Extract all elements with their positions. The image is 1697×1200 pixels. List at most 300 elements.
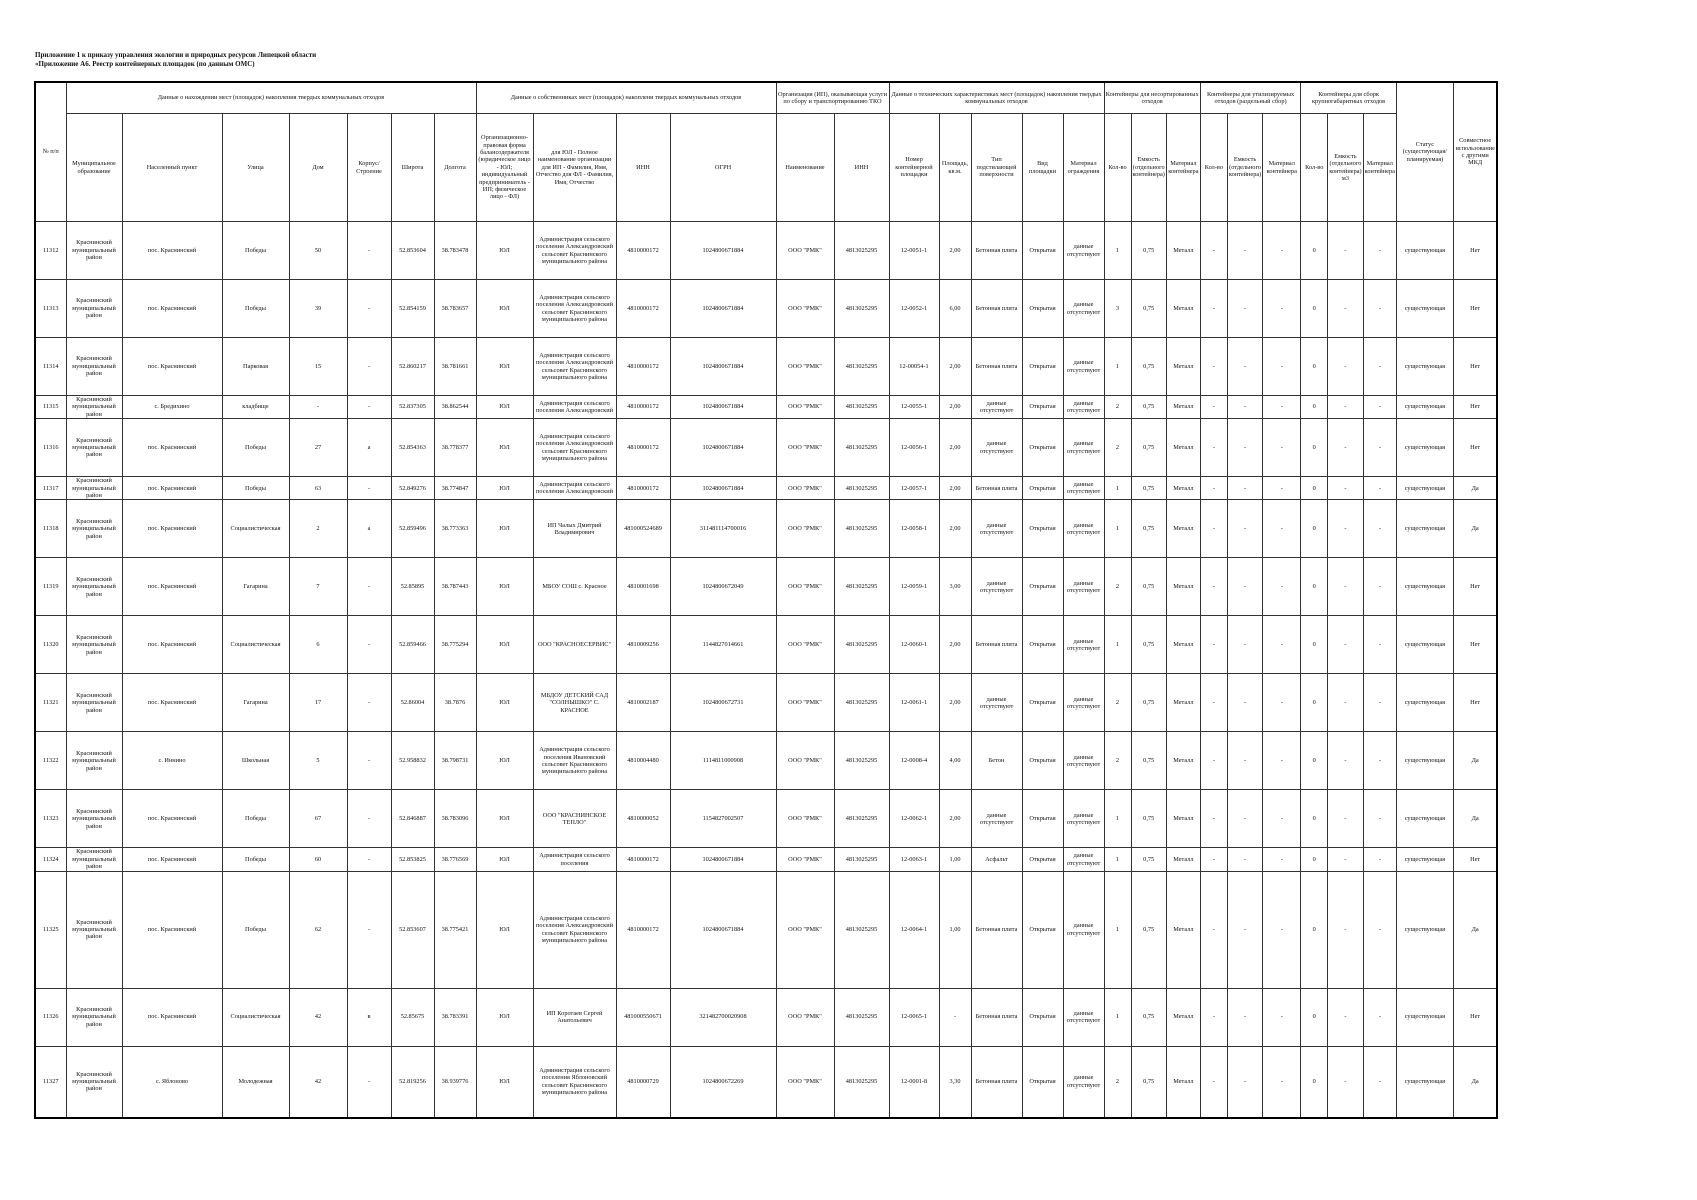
cell-c1-mat: Металл (1166, 338, 1200, 396)
group-location: Данные о нахождении мест (площадок) накопления твердых коммунальных отходов (66, 82, 476, 114)
cell-inn: 4810000172 (616, 848, 670, 871)
cell-c2-cap: - (1227, 338, 1262, 396)
table-row (35, 1046, 1497, 1118)
cell-c3-cap: - (1328, 477, 1363, 500)
cell-opf: ЮЛ (476, 674, 533, 732)
cell-mo: Краснинский муниципальный район (66, 500, 122, 558)
cell-site-num: 12-0052-1 (889, 280, 939, 338)
cell-org: ООО "РМК" (776, 790, 834, 848)
cell-c1-cap: 0,75 (1131, 558, 1166, 616)
cell-lat: 52.853607 (391, 871, 434, 988)
cell-c2-qty: - (1200, 558, 1227, 616)
cell-shared: Да (1453, 1046, 1497, 1118)
cell-c2-mat: - (1263, 222, 1301, 280)
cell-c1-cap: 0,75 (1131, 1046, 1166, 1118)
cell-korpus: а (347, 500, 391, 558)
cell-opf: ЮЛ (476, 790, 533, 848)
cell-status: существующая (1396, 280, 1453, 338)
cell-c1-qty: 1 (1104, 477, 1131, 500)
cell-site-num: 12-0057-1 (889, 477, 939, 500)
col-c3-cap: Емкость (отдельного контейнера) м3 (1328, 114, 1363, 222)
cell-c1-mat: Металл (1166, 674, 1200, 732)
cell-street: Победы (222, 848, 289, 871)
cell-korpus: - (347, 280, 391, 338)
cell-inn: 4810004480 (616, 732, 670, 790)
cell-org: ООО "РМК" (776, 732, 834, 790)
cell-street: кладбище (222, 396, 289, 419)
cell-org: ООО "РМК" (776, 988, 834, 1046)
table-row (35, 790, 1497, 848)
cell-num: 11327 (35, 1046, 66, 1118)
cell-lon: 38.775294 (434, 616, 476, 674)
table-row (35, 222, 1497, 280)
cell-site-type: Открытая (1022, 222, 1063, 280)
cell-fence: данные отсутствуют (1063, 222, 1104, 280)
cell-site-type: Открытая (1022, 500, 1063, 558)
cell-house: 50 (289, 222, 347, 280)
table-row (35, 396, 1497, 419)
cell-street: Гагарина (222, 558, 289, 616)
cell-status: существующая (1396, 1046, 1453, 1118)
cell-c3-mat: - (1363, 338, 1396, 396)
cell-c1-qty: 1 (1104, 500, 1131, 558)
cell-site-type: Открытая (1022, 419, 1063, 477)
cell-shared: Нет (1453, 988, 1497, 1046)
cell-house: 42 (289, 1046, 347, 1118)
cell-org: ООО "РМК" (776, 396, 834, 419)
cell-c2-qty: - (1200, 848, 1227, 871)
group-bulky-containers: Контейнеры для сборк крупногабаритных отходов (1301, 82, 1397, 114)
cell-c2-cap: - (1227, 790, 1262, 848)
cell-surface: Бетонная плита (971, 477, 1022, 500)
cell-fence: данные отсутствуют (1063, 848, 1104, 871)
cell-surface: данные отсутствуют (971, 419, 1022, 477)
cell-c2-cap: - (1227, 396, 1262, 419)
cell-c3-mat: - (1363, 616, 1396, 674)
cell-org: ООО "РМК" (776, 500, 834, 558)
cell-surface: Бетонная плита (971, 871, 1022, 988)
cell-mo: Краснинский муниципальный район (66, 871, 122, 988)
cell-c1-cap: 0,75 (1131, 477, 1166, 500)
cell-org: ООО "РМК" (776, 419, 834, 477)
cell-shared: Да (1453, 790, 1497, 848)
cell-surface: данные отсутствуют (971, 396, 1022, 419)
cell-korpus: - (347, 338, 391, 396)
cell-c1-qty: 1 (1104, 338, 1131, 396)
cell-org-inn: 4813025295 (834, 616, 889, 674)
cell-shared: Нет (1453, 616, 1497, 674)
cell-site-num: 12-0062-1 (889, 790, 939, 848)
table-row (35, 732, 1497, 790)
cell-np: пос. Краснинский (122, 477, 222, 500)
cell-lon: 38.787443 (434, 558, 476, 616)
cell-surface: Бетонная плита (971, 616, 1022, 674)
group-tech: Данные о технических характеристиках мест (площадок) накопления твердых коммунальных отходов (889, 82, 1104, 114)
cell-ogrn: 1024800671884 (670, 280, 776, 338)
cell-ogrn: 1024800671884 (670, 477, 776, 500)
cell-house: 39 (289, 280, 347, 338)
cell-c3-mat: - (1363, 790, 1396, 848)
col-inn: ИНН (616, 114, 670, 222)
cell-c1-qty: 1 (1104, 871, 1131, 988)
cell-org-inn: 4813025295 (834, 1046, 889, 1118)
cell-site-type: Открытая (1022, 1046, 1063, 1118)
col-site-num: Номер контейнерной площадки (889, 114, 939, 222)
cell-c2-mat: - (1263, 988, 1301, 1046)
cell-c2-cap: - (1227, 732, 1262, 790)
cell-c1-qty: 1 (1104, 222, 1131, 280)
cell-fence: данные отсутствуют (1063, 616, 1104, 674)
cell-c3-qty: 0 (1301, 500, 1328, 558)
cell-c2-cap: - (1227, 616, 1262, 674)
cell-np: с. Иннино (122, 732, 222, 790)
cell-house: 62 (289, 871, 347, 988)
cell-fence: данные отсутствуют (1063, 1046, 1104, 1118)
cell-org-inn: 4813025295 (834, 732, 889, 790)
cell-site-type: Открытая (1022, 558, 1063, 616)
cell-area: 2,00 (939, 790, 971, 848)
cell-org: ООО "РМК" (776, 848, 834, 871)
cell-status: существующая (1396, 988, 1453, 1046)
cell-korpus: - (347, 674, 391, 732)
cell-owner: Администрация сельского поселения Александровский сельсовет Краснинского муниципального района (533, 222, 616, 280)
group-owner: Данные о собственниках мест (площадок) накоплени твердых коммунальных отходов (476, 82, 776, 114)
cell-np: с. Бредихино (122, 396, 222, 419)
cell-status: существующая (1396, 396, 1453, 419)
table-body (35, 222, 1497, 1118)
cell-mo: Краснинский муниципальный район (66, 280, 122, 338)
cell-korpus: - (347, 790, 391, 848)
cell-c2-qty: - (1200, 790, 1227, 848)
cell-lon: 38.939776 (434, 1046, 476, 1118)
cell-house: 7 (289, 558, 347, 616)
cell-house: 63 (289, 477, 347, 500)
cell-lat: 52.819256 (391, 1046, 434, 1118)
col-lon: Долгота (434, 114, 476, 222)
cell-area: 2,00 (939, 419, 971, 477)
cell-street: Победы (222, 790, 289, 848)
cell-shared: Нет (1453, 396, 1497, 419)
cell-lon: 38.773363 (434, 500, 476, 558)
cell-np: с. Яблоново (122, 1046, 222, 1118)
cell-inn: 481000550671 (616, 988, 670, 1046)
cell-num: 11321 (35, 674, 66, 732)
cell-site-type: Открытая (1022, 674, 1063, 732)
col-org-name: Наименование (776, 114, 834, 222)
cell-ogrn: 1024800671884 (670, 871, 776, 988)
cell-surface: Бетон (971, 732, 1022, 790)
cell-lat: 52.849276 (391, 477, 434, 500)
cell-c3-qty: 0 (1301, 477, 1328, 500)
cell-opf: ЮЛ (476, 988, 533, 1046)
cell-fence: данные отсутствуют (1063, 477, 1104, 500)
cell-c2-cap: - (1227, 988, 1262, 1046)
cell-org-inn: 4813025295 (834, 338, 889, 396)
cell-num: 11326 (35, 988, 66, 1046)
cell-site-num: 12-00054-1 (889, 338, 939, 396)
cell-opf: ЮЛ (476, 616, 533, 674)
cell-area: 1,00 (939, 871, 971, 988)
container-site-registry-table (34, 81, 1498, 1119)
cell-korpus: - (347, 871, 391, 988)
cell-shared: Да (1453, 500, 1497, 558)
cell-inn: 4810000172 (616, 280, 670, 338)
cell-street: Молодежная (222, 1046, 289, 1118)
table-row (35, 558, 1497, 616)
cell-inn: 4810000172 (616, 477, 670, 500)
cell-site-num: 12-0060-1 (889, 616, 939, 674)
cell-c2-mat: - (1263, 396, 1301, 419)
cell-inn: 4810000172 (616, 338, 670, 396)
cell-fence: данные отсутствуют (1063, 500, 1104, 558)
cell-opf: ЮЛ (476, 558, 533, 616)
table-row (35, 280, 1497, 338)
cell-c1-qty: 1 (1104, 790, 1131, 848)
cell-c1-qty: 2 (1104, 1046, 1131, 1118)
cell-c3-cap: - (1328, 338, 1363, 396)
cell-area: 2,00 (939, 222, 971, 280)
cell-house: 67 (289, 790, 347, 848)
cell-opf: ЮЛ (476, 871, 533, 988)
cell-c1-cap: 0,75 (1131, 338, 1166, 396)
cell-c3-qty: 0 (1301, 674, 1328, 732)
cell-c2-cap: - (1227, 419, 1262, 477)
table-row (35, 848, 1497, 871)
cell-owner: Администрация сельского поселения Александровский сельсовет Краснинского муниципального района (533, 419, 616, 477)
cell-np: пос. Краснинский (122, 500, 222, 558)
cell-num: 11318 (35, 500, 66, 558)
cell-num: 11316 (35, 419, 66, 477)
cell-opf: ЮЛ (476, 732, 533, 790)
cell-house: 2 (289, 500, 347, 558)
cell-lat: 52.837305 (391, 396, 434, 419)
cell-area: 6,00 (939, 280, 971, 338)
cell-c3-cap: - (1328, 500, 1363, 558)
cell-owner: Администрация сельского поселения Александровский (533, 477, 616, 500)
cell-c2-cap: - (1227, 674, 1262, 732)
cell-c2-mat: - (1263, 848, 1301, 871)
col-site-type: Вид площадки (1022, 114, 1063, 222)
cell-shared: Нет (1453, 222, 1497, 280)
cell-c1-cap: 0,75 (1131, 732, 1166, 790)
table-row (35, 419, 1497, 477)
cell-c1-qty: 1 (1104, 988, 1131, 1046)
cell-num: 11319 (35, 558, 66, 616)
cell-surface: данные отсутствуют (971, 674, 1022, 732)
cell-c3-cap: - (1328, 1046, 1363, 1118)
cell-c3-cap: - (1328, 280, 1363, 338)
cell-org: ООО "РМК" (776, 477, 834, 500)
cell-owner: Администрация сельского поселения Яблоновский сельсовет Краснинского муниципального района (533, 1046, 616, 1118)
cell-lon: 38.783096 (434, 790, 476, 848)
cell-mo: Краснинский муниципальный район (66, 732, 122, 790)
cell-c3-qty: 0 (1301, 1046, 1328, 1118)
cell-korpus: - (347, 1046, 391, 1118)
cell-lat: 52.854363 (391, 419, 434, 477)
col-c1-mat: Материал контейнера (1166, 114, 1200, 222)
cell-inn: 4810009256 (616, 616, 670, 674)
cell-org-inn: 4813025295 (834, 848, 889, 871)
cell-ogrn: 1144827014661 (670, 616, 776, 674)
cell-org: ООО "РМК" (776, 222, 834, 280)
col-shared: Совместное использование с другими МКД (1453, 82, 1497, 222)
col-surface: Тип подстилающей поверхности (971, 114, 1022, 222)
cell-opf: ЮЛ (476, 1046, 533, 1118)
col-num: № п/п (35, 82, 66, 222)
cell-c3-cap: - (1328, 222, 1363, 280)
cell-org-inn: 4813025295 (834, 871, 889, 988)
cell-site-num: 12-0064-1 (889, 871, 939, 988)
cell-c2-cap: - (1227, 871, 1262, 988)
cell-site-type: Открытая (1022, 396, 1063, 419)
cell-c3-qty: 0 (1301, 848, 1328, 871)
cell-mo: Краснинский муниципальный район (66, 558, 122, 616)
cell-c1-qty: 2 (1104, 396, 1131, 419)
cell-korpus: - (347, 732, 391, 790)
cell-surface: Бетонная плита (971, 988, 1022, 1046)
cell-c3-qty: 0 (1301, 732, 1328, 790)
cell-house: 42 (289, 988, 347, 1046)
col-lat: Широта (391, 114, 434, 222)
cell-c3-cap: - (1328, 732, 1363, 790)
cell-site-num: 12-0058-1 (889, 500, 939, 558)
cell-num: 11322 (35, 732, 66, 790)
cell-inn: 481000524689 (616, 500, 670, 558)
cell-area: 2,00 (939, 500, 971, 558)
cell-c3-mat: - (1363, 674, 1396, 732)
cell-surface: данные отсутствуют (971, 558, 1022, 616)
cell-opf: ЮЛ (476, 477, 533, 500)
cell-street: Победы (222, 222, 289, 280)
cell-np: пос. Краснинский (122, 674, 222, 732)
cell-surface: данные отсутствуют (971, 500, 1022, 558)
col-c2-qty: Кол-во (1200, 114, 1227, 222)
cell-mo: Краснинский муниципальный район (66, 338, 122, 396)
cell-c2-cap: - (1227, 558, 1262, 616)
cell-mo: Краснинский муниципальный район (66, 674, 122, 732)
cell-c1-qty: 1 (1104, 848, 1131, 871)
cell-c1-mat: Металл (1166, 419, 1200, 477)
cell-status: существующая (1396, 871, 1453, 988)
cell-surface: Бетонная плита (971, 1046, 1022, 1118)
cell-owner: Администрация сельского поселения (533, 848, 616, 871)
cell-c3-qty: 0 (1301, 988, 1328, 1046)
cell-c2-qty: - (1200, 732, 1227, 790)
cell-c2-cap: - (1227, 848, 1262, 871)
col-status: Статус (существующая/ планируемая) (1396, 82, 1453, 222)
cell-opf: ЮЛ (476, 848, 533, 871)
cell-c3-qty: 0 (1301, 558, 1328, 616)
cell-c1-mat: Металл (1166, 616, 1200, 674)
cell-c3-cap: - (1328, 616, 1363, 674)
cell-c1-cap: 0,75 (1131, 790, 1166, 848)
cell-street: Социалистическая (222, 616, 289, 674)
cell-lat: 52.85675 (391, 988, 434, 1046)
cell-ogrn: 311481114700016 (670, 500, 776, 558)
cell-c2-qty: - (1200, 500, 1227, 558)
cell-c2-mat: - (1263, 500, 1301, 558)
cell-np: пос. Краснинский (122, 616, 222, 674)
table-row (35, 616, 1497, 674)
cell-c1-cap: 0,75 (1131, 396, 1166, 419)
cell-c2-mat: - (1263, 871, 1301, 988)
cell-num: 11324 (35, 848, 66, 871)
cell-site-num: 12-0055-1 (889, 396, 939, 419)
cell-lon: 38.783391 (434, 988, 476, 1046)
cell-c3-qty: 0 (1301, 338, 1328, 396)
cell-c1-mat: Металл (1166, 500, 1200, 558)
document-title (35, 51, 316, 69)
cell-c1-mat: Металл (1166, 222, 1200, 280)
cell-site-type: Открытая (1022, 616, 1063, 674)
cell-owner: Администрация сельского поселения Ивановский сельсовет Краснинского муниципального района (533, 732, 616, 790)
cell-np: пос. Краснинский (122, 222, 222, 280)
cell-shared: Нет (1453, 674, 1497, 732)
cell-c2-qty: - (1200, 477, 1227, 500)
cell-shared: Нет (1453, 338, 1497, 396)
cell-mo: Краснинский муниципальный район (66, 790, 122, 848)
cell-street: Школьная (222, 732, 289, 790)
cell-c1-qty: 2 (1104, 674, 1131, 732)
cell-shared: Нет (1453, 848, 1497, 871)
cell-lon: 38.776569 (434, 848, 476, 871)
cell-korpus: в (347, 988, 391, 1046)
cell-shared: Нет (1453, 280, 1497, 338)
col-opf: Организационно-правовая форма балансодержателя (юридическое лицо - ЮЛ; индивидуальный предприниматель - ИП; физическое лицо - ФЛ) (476, 114, 533, 222)
cell-surface: Бетонная плита (971, 338, 1022, 396)
cell-org-inn: 4813025295 (834, 500, 889, 558)
cell-korpus: - (347, 616, 391, 674)
cell-num: 11315 (35, 396, 66, 419)
cell-c1-qty: 2 (1104, 558, 1131, 616)
cell-owner: ООО "КРАСНОЕСЕРВИС" (533, 616, 616, 674)
cell-inn: 4810000172 (616, 871, 670, 988)
cell-site-num: 12-0056-1 (889, 419, 939, 477)
cell-ogrn: 1024800671884 (670, 222, 776, 280)
cell-ogrn: 321482700020908 (670, 988, 776, 1046)
cell-surface: Бетонная плита (971, 222, 1022, 280)
cell-num: 11312 (35, 222, 66, 280)
cell-lon: 38.781661 (434, 338, 476, 396)
cell-area: - (939, 988, 971, 1046)
cell-area: 2,00 (939, 616, 971, 674)
cell-c1-mat: Металл (1166, 558, 1200, 616)
cell-owner: ООО "КРАСНИНСКОЕ ТЕПЛО" (533, 790, 616, 848)
cell-lon: 38.783657 (434, 280, 476, 338)
col-mo: Муниципальное образование (66, 114, 122, 222)
cell-owner: МБОУ СОШ с. Красное (533, 558, 616, 616)
cell-org-inn: 4813025295 (834, 790, 889, 848)
cell-status: существующая (1396, 674, 1453, 732)
cell-org-inn: 4813025295 (834, 222, 889, 280)
col-area: Площадь, кв.м. (939, 114, 971, 222)
cell-inn: 4810002187 (616, 674, 670, 732)
cell-c3-mat: - (1363, 222, 1396, 280)
cell-inn: 4810001698 (616, 558, 670, 616)
cell-site-type: Открытая (1022, 280, 1063, 338)
cell-org: ООО "РМК" (776, 616, 834, 674)
cell-street: Гагарина (222, 674, 289, 732)
cell-c2-cap: - (1227, 222, 1262, 280)
cell-korpus: - (347, 477, 391, 500)
cell-mo: Краснинский муниципальный район (66, 222, 122, 280)
cell-area: 2,00 (939, 338, 971, 396)
cell-street: Победы (222, 871, 289, 988)
cell-lat: 52.958832 (391, 732, 434, 790)
cell-mo: Краснинский муниципальный район (66, 988, 122, 1046)
cell-status: существующая (1396, 338, 1453, 396)
cell-np: пос. Краснинский (122, 338, 222, 396)
